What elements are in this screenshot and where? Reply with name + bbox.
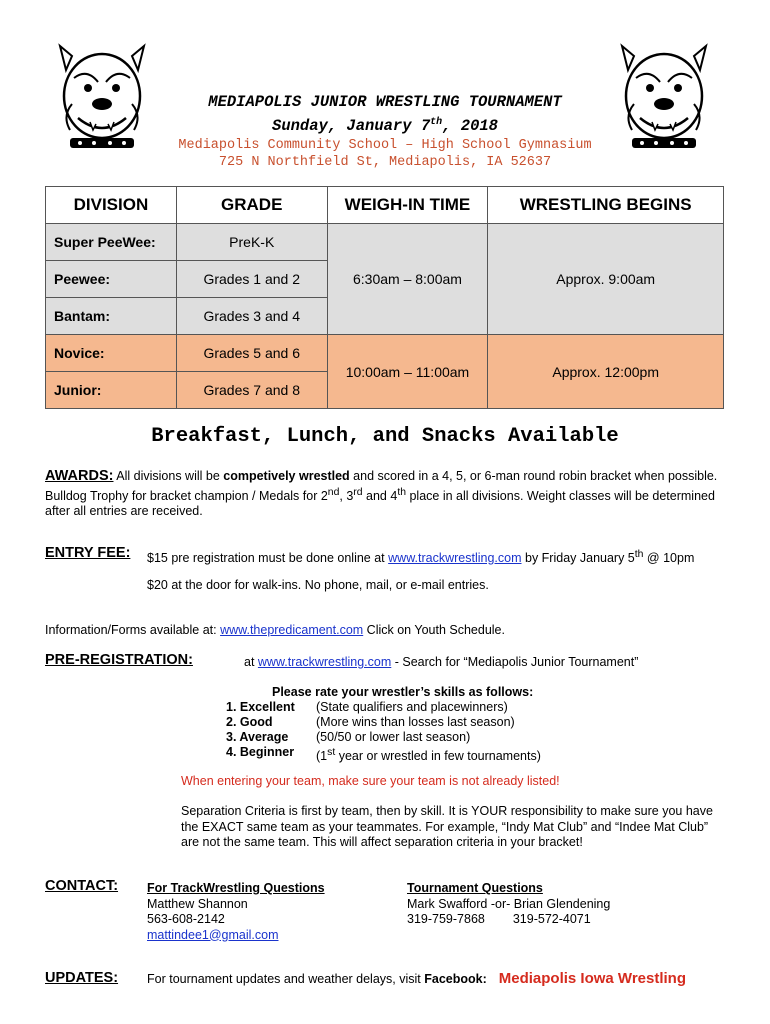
list-item: 3. Average (50/50 or lower last season) xyxy=(226,730,471,744)
grade-cell: Grades 7 and 8 xyxy=(176,372,327,409)
trackwrestling-contact xyxy=(147,881,325,943)
weigh-in-cell: 6:30am – 8:00am xyxy=(327,224,488,335)
list-item: 4. Beginner (1st year or wrestled in few tournaments) xyxy=(226,745,541,764)
t-names: Mark Swafford -or- Brian Glendening xyxy=(407,896,611,911)
t-heading: Tournament Questions xyxy=(407,881,543,895)
entry-fee-label: ENTRY FEE: xyxy=(45,545,131,561)
rating-heading: Please rate your wrestler’s skills as follows: xyxy=(272,685,534,699)
division-cell: Novice: xyxy=(46,335,177,372)
info-line: Information/Forms available at: www.thepredicament.com Click on Youth Schedule. xyxy=(45,623,505,637)
header-weigh-in: WEIGH-IN TIME xyxy=(327,187,488,224)
awards-label: AWARDS: xyxy=(45,468,114,484)
t-phones: 319-759-7868 319-572-4071 xyxy=(407,912,591,926)
venue: Mediapolis Community School – High School Gymnasium xyxy=(178,138,592,154)
begins-cell: Approx. 9:00am xyxy=(488,224,724,335)
prereg-text: at www.trackwrestling.com - Search for “Mediapolis Junior Tournament” xyxy=(244,655,639,669)
contact-label: CONTACT: xyxy=(45,878,119,894)
division-cell: Bantam: xyxy=(46,298,177,335)
tw-phone: 563-608-2142 xyxy=(147,912,225,926)
grade-cell: PreK-K xyxy=(176,224,327,261)
separation-criteria: Separation Criteria is first by team, then by skill. It is YOUR responsibility to make sure you have the EXACT same team as your teammates. For example, “Indy Mat Club” and “Indee Mat Club” are not the same team. This will affect separation criteria in your bracket! xyxy=(181,804,713,849)
grade-cell: Grades 5 and 6 xyxy=(176,335,327,372)
grade-cell: Grades 3 and 4 xyxy=(176,298,327,335)
trackwrestling-link[interactable]: www.trackwrestling.com xyxy=(388,551,522,566)
list-item: 2. Good (More wins than losses last season) xyxy=(226,715,515,729)
tw-email-link[interactable]: mattindee1@gmail.com xyxy=(147,927,279,942)
begins-cell: Approx. 12:00pm xyxy=(488,335,724,409)
table-header-row xyxy=(46,187,724,224)
entry-fee-line2: $20 at the door for walk-ins. No phone, mail, or e-mail entries. xyxy=(147,578,489,592)
tournament-date: Sunday, January 7th, 2018 xyxy=(272,117,498,136)
division-cell: Peewee: xyxy=(46,261,177,298)
updates-text: For tournament updates and weather delays, visit Facebook: Mediapolis Iowa Wrestling xyxy=(147,970,687,987)
address: 725 N Northfield St, Mediapolis, IA 52637 xyxy=(218,155,552,171)
weigh-in-cell: 10:00am – 11:00am xyxy=(327,335,488,409)
grade-cell: Grades 1 and 2 xyxy=(176,261,327,298)
table-row xyxy=(46,224,724,261)
skill-rating-list xyxy=(226,685,541,764)
thepredicament-link[interactable]: www.thepredicament.com xyxy=(220,623,364,637)
title-block xyxy=(130,92,640,171)
prereg-label: PRE-REGISTRATION: xyxy=(45,652,193,668)
food-banner: Breakfast, Lunch, and Snacks Available xyxy=(151,425,619,448)
facebook-page-name: Mediapolis Iowa Wrestling xyxy=(498,970,687,987)
trackwrestling-link-2[interactable]: www.trackwrestling.com xyxy=(257,655,392,669)
header-wrestling-begins: WRESTLING BEGINS xyxy=(488,187,724,224)
table-row xyxy=(46,335,724,372)
tournament-title: MEDIAPOLIS JUNIOR WRESTLING TOURNAMENT xyxy=(208,93,562,111)
division-cell: Super PeeWee: xyxy=(46,224,177,261)
tournament-contact xyxy=(407,881,610,928)
tw-name: Matthew Shannon xyxy=(147,896,248,911)
list-item: 1. Excellent (State qualifiers and placewinners) xyxy=(226,700,508,714)
header-division: DIVISION xyxy=(46,187,177,224)
header-grade: GRADE xyxy=(176,187,327,224)
awards-section: AWARDS: All divisions will be competively wrestled and scored in a 4, 5, or 6-man round robin bracket when possible. Bulldog Trophy for bracket champion / Medals for 2nd, 3rd and 4th place in all divisions. Weight classes will be determined after all entries are received. xyxy=(45,468,718,519)
team-warning: When entering your team, make sure your team is not already listed! xyxy=(181,774,560,788)
entry-fee-line1: $15 pre registration must be done online at www.trackwrestling.com by Friday January 5th @ 10pm xyxy=(147,549,695,566)
schedule-table xyxy=(45,186,724,409)
updates-label: UPDATES: xyxy=(45,970,119,986)
tw-heading: For TrackWrestling Questions xyxy=(147,881,325,895)
division-cell: Junior: xyxy=(46,372,177,409)
